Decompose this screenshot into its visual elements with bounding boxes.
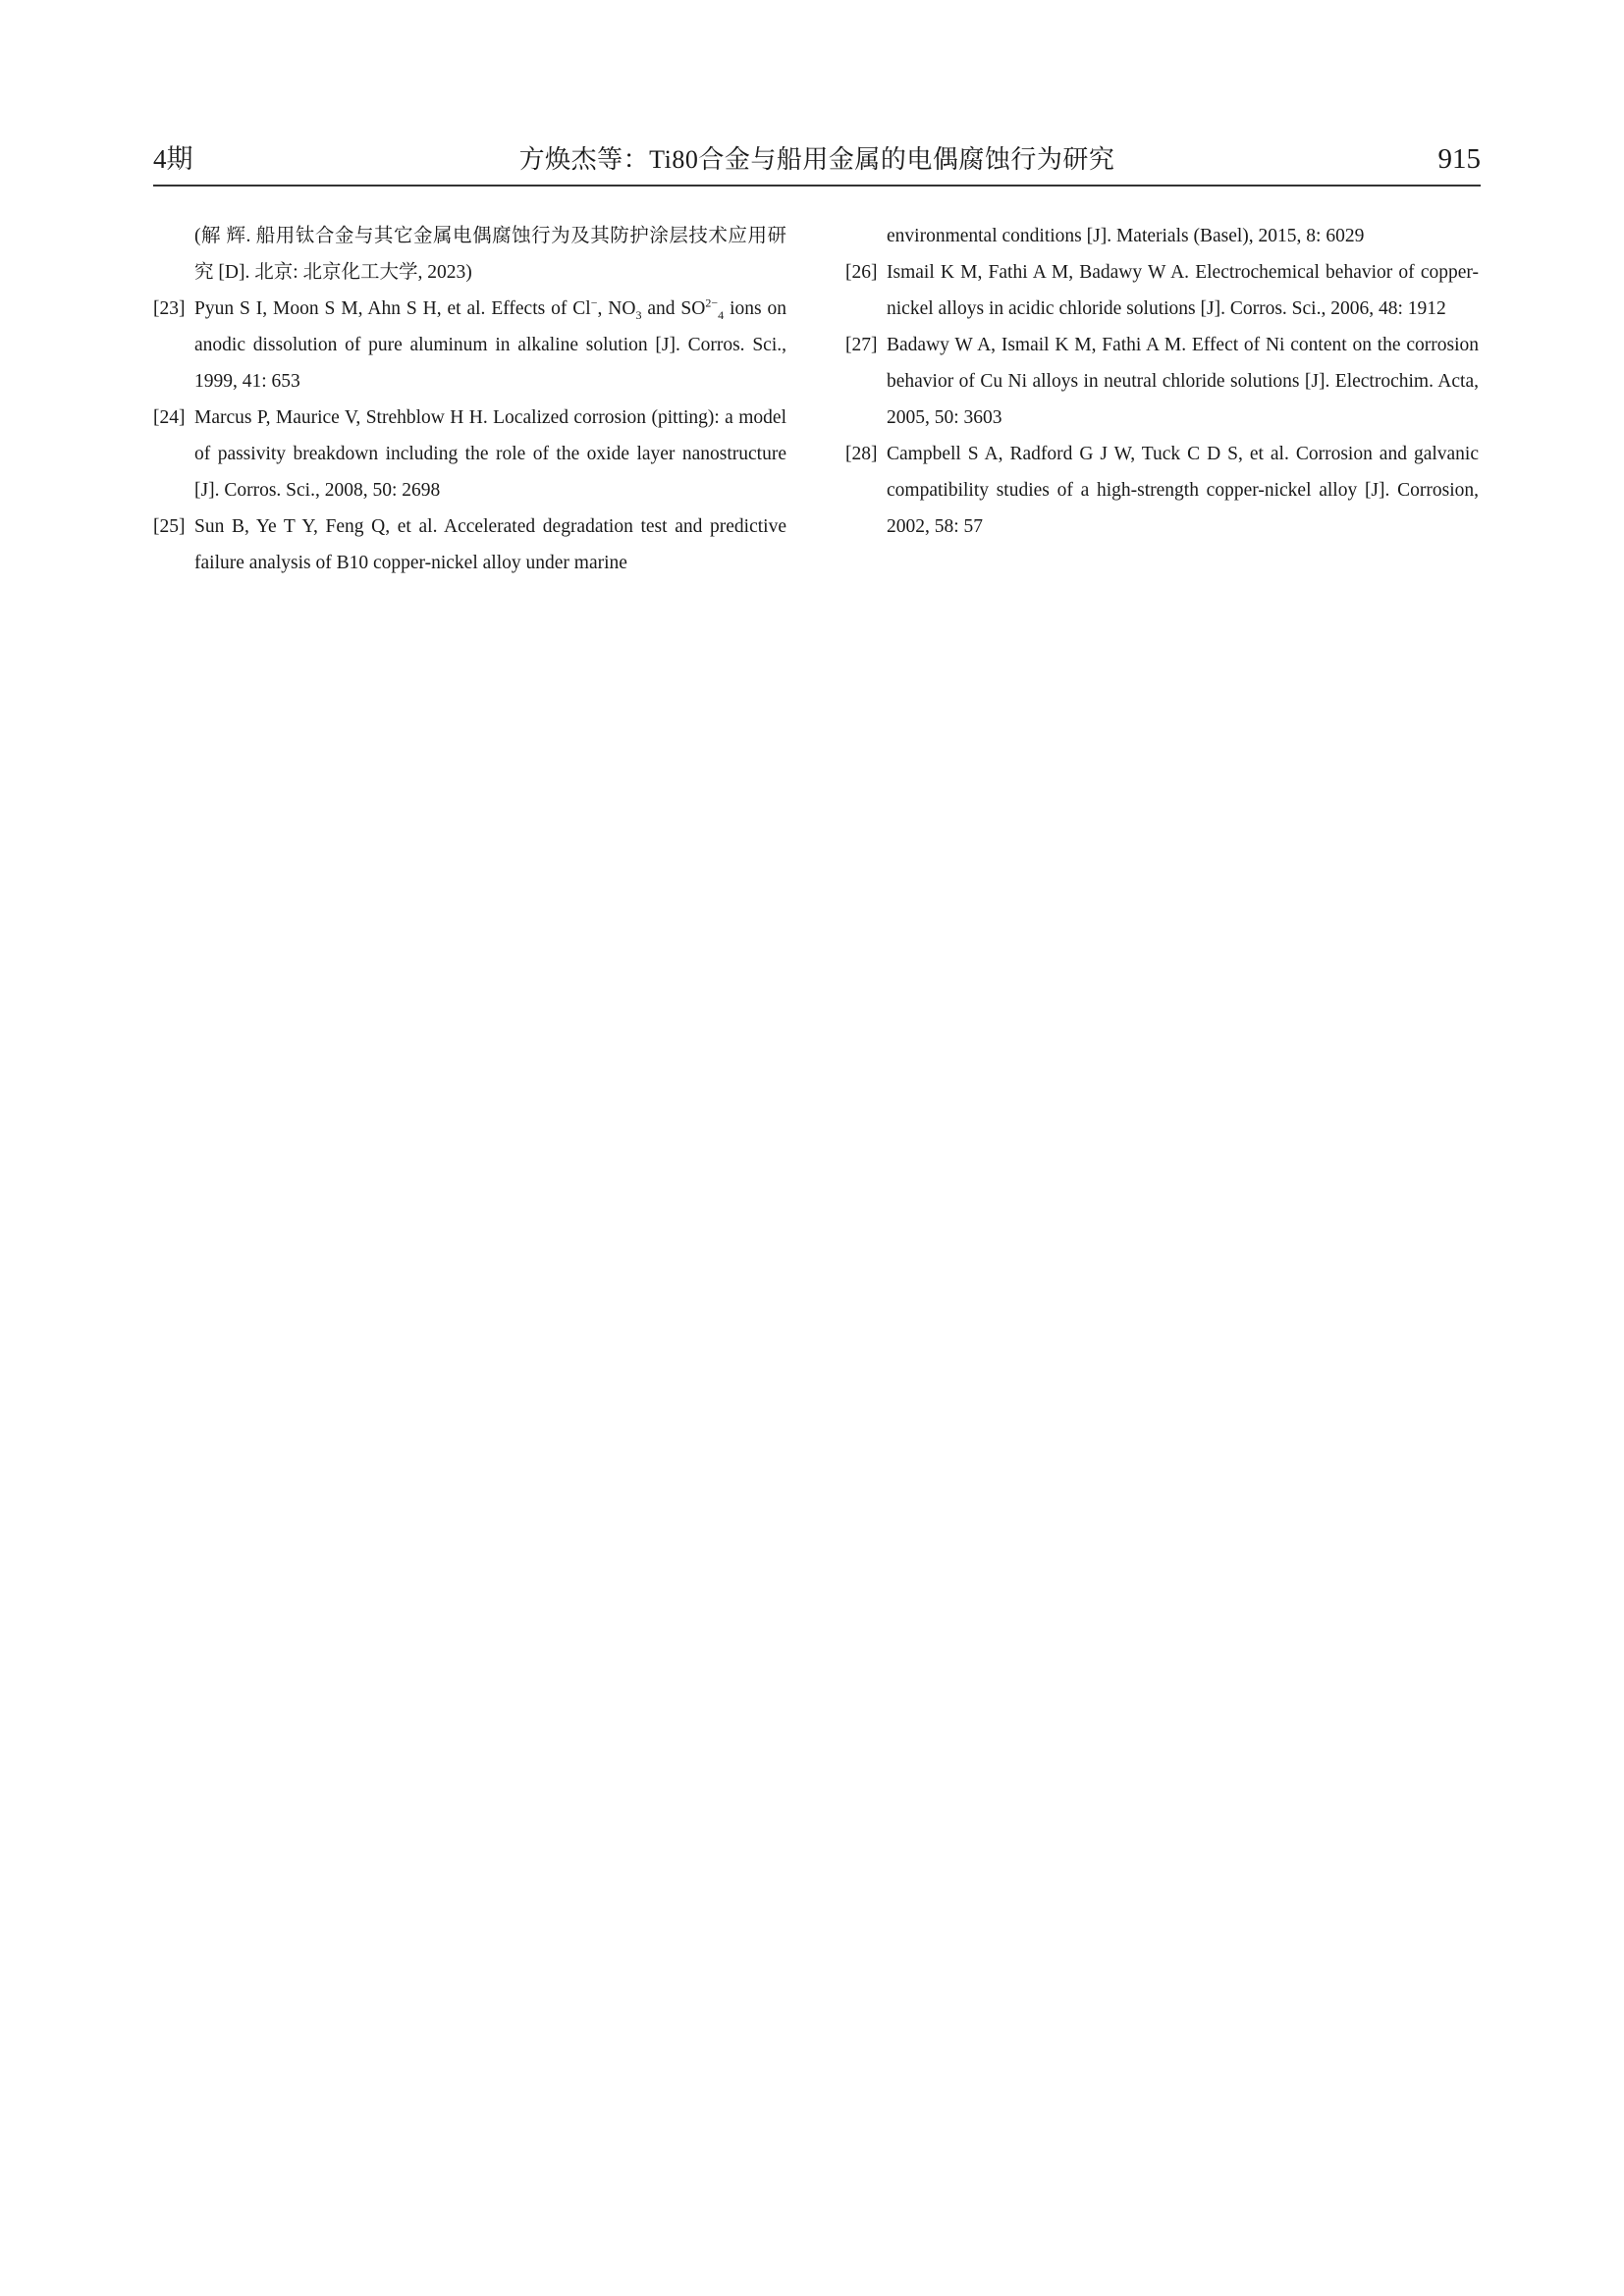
reference-23 — [153, 291, 786, 400]
issue-number: 4期 — [153, 144, 193, 174]
reference-25-continuation: environmental conditions [J]. Materials (Basel), 2015, 8: 6029 — [887, 226, 1365, 246]
reference-26 — [845, 254, 1479, 327]
header-rule — [153, 185, 1481, 187]
reference-27-text: Badawy W A, Ismail K M, Fathi A M. Effect of Ni content on the corrosion behavior of Cu Ni alloys in neutral chloride solutions [J]. Electrochim. Acta, 2005, 50: 3603 — [887, 335, 1479, 428]
reference-number: [23] — [153, 298, 186, 319]
reference-number: [25] — [153, 516, 186, 537]
reference-26-text: Ismail K M, Fathi A M, Badawy W A. Electrochemical behavior of copper-nickel alloys in acidic chloride solutions [J]. Corros. Sci., 2006, 48: 1912 — [887, 262, 1479, 319]
reference-27 — [845, 327, 1479, 436]
reference-25 — [153, 508, 786, 581]
reference-28 — [845, 436, 1479, 545]
reference-number: [28] — [845, 444, 878, 464]
references-left-column — [153, 218, 786, 581]
reference-25-text: Sun B, Ye T Y, Feng Q, et al. Accelerated degradation test and predictive failure analysis of B10 copper-nickel alloy under marine — [194, 516, 786, 573]
reference-number: [24] — [153, 407, 186, 428]
references-right-column — [845, 218, 1479, 545]
reference-24-text: Marcus P, Maurice V, Strehblow H H. Localized corrosion (pitting): a model of passivity breakdown including the role of the oxide layer nanostructure [J]. Corros. Sci., 2008, 50: 2698 — [194, 407, 786, 501]
running-title: 方焕杰等：Ti80合金与船用金属的电偶腐蚀行为研究 — [518, 145, 1115, 174]
reference-number: [26] — [845, 262, 878, 283]
reference-22-continuation: (解 辉. 船用钛合金与其它金属电偶腐蚀行为及其防护涂层技术应用研究 [D]. 北京: 北京化工大学, 2023) — [194, 226, 786, 283]
reference-28-text: Campbell S A, Radford G J W, Tuck C D S, et al. Corrosion and galvanic compatibility studies of a high-strength copper-nickel alloy [J]. Corrosion, 2002, 58: 57 — [887, 444, 1479, 537]
reference-23-text: Pyun S I, Moon S M, Ahn S H, et al. Effects of Cl−, $NO_3$ and $SO^{2-}_4$ ions on anodic dissolution of pure aluminum in alkaline solution [J]. Corros. Sci., 1999, 41: 653 — [194, 295, 786, 392]
page-number: 915 — [1437, 143, 1481, 175]
so4-formula: $^{2-}_4$ — [705, 295, 725, 322]
reference-number: [27] — [845, 335, 878, 355]
reference-24 — [153, 400, 786, 508]
page-header — [153, 137, 1481, 182]
